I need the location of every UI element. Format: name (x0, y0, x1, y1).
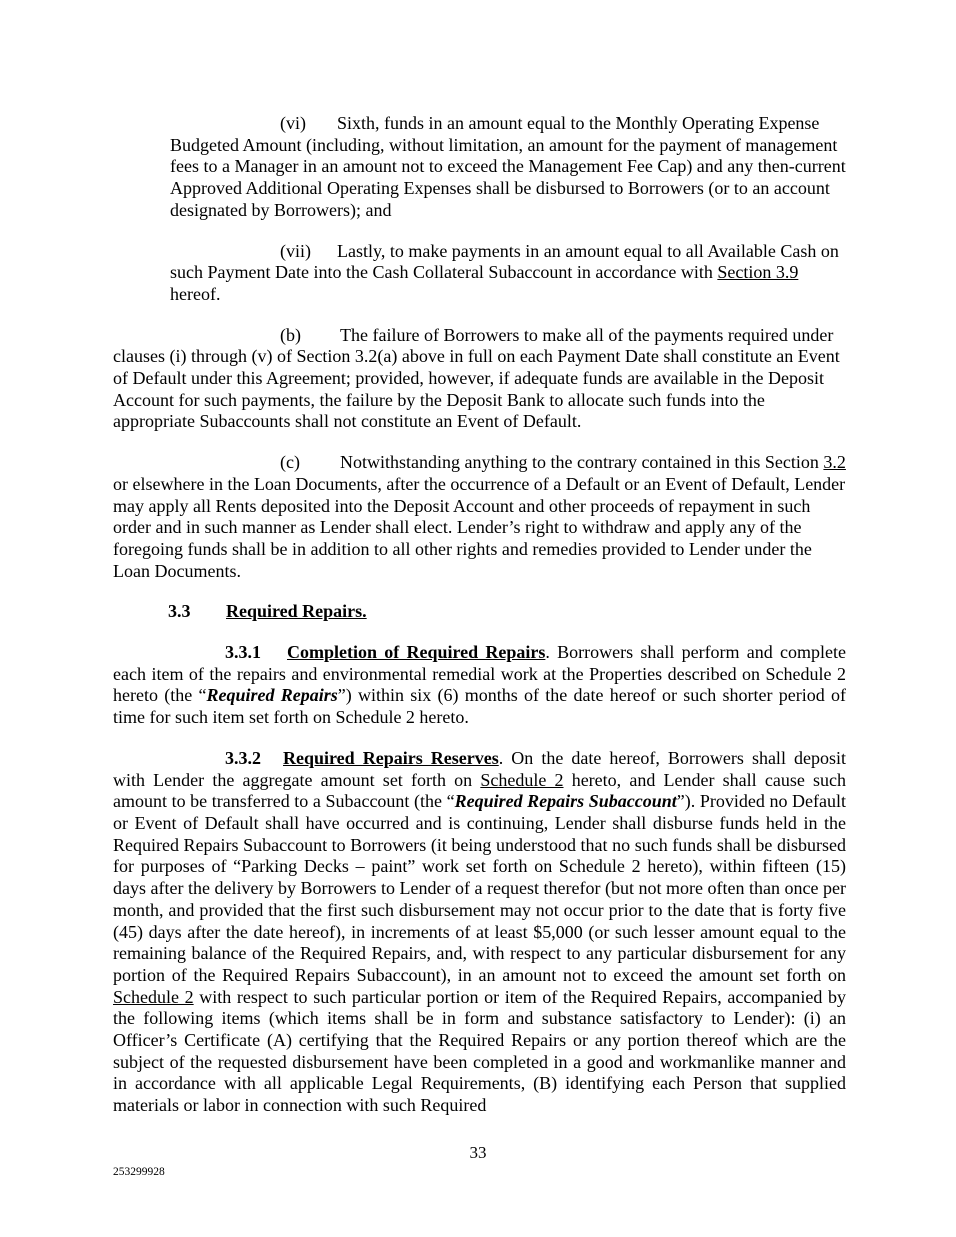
clause-vii-text-1: Lastly, to make payments in an amount equal to all Available Cash on such Payment Date into the Cash Collateral Subaccount in accordance with (170, 240, 839, 283)
paragraph-3-3-2 (113, 748, 846, 1117)
section-3-3-2-text-4: with respect to such particular portion or item of the Required Repairs, accompanied by the following items (which items shall be in form and substance satisfactory to Lender): (i) an Officer’s Certificate (A) certifying that the Required Repairs or any portion thereof which are the subject of the requested disbursement have been completed in a good and workmanlike manner and in accordance with all applicable Legal Requirements, (B) identifying each Person that supplied materials or labor in connection with such Required (113, 986, 846, 1116)
paragraph-c-label: (c) (280, 452, 300, 473)
section-3-3-2-text-3: ”). Provided no Default or Event of Default shall have occurred and is continuing, Lender shall disburse funds held in the Required Repairs Subaccount to Borrowers (it being understood that no such funds shall be disbursed for purposes of “Parking Decks – paint” work set forth on Schedule 2 hereto), within fifteen (15) days after the delivery by Borrowers to Lender of a request therefor (but not more often than once per month, and provided that the first such disbursement may not occur prior to the date that is forty five (45) days after the date hereof), in increments of at least $5,000 (or such lesser amount equal to the remaining balance of the Required Repairs, and, with respect to any particular disbursement for any portion of the Required Repairs Subaccount), in an amount not to exceed the amount set forth on (113, 791, 847, 985)
paragraph-b-text: The failure of Borrowers to make all of the payments required under clauses (i) through (v) of Section 3.2(a) above in full on each Payment Date shall constitute an Event of Default under this Agreement; provided, however, if adequate funds are available in the Deposit Account for such payments, the failure by the Deposit Bank to allocate such funds into the appropriate Subaccounts shall not constitute an Event of Default. (113, 324, 840, 432)
clause-vii-text-2: hereof. (170, 283, 221, 304)
section-3-9-reference: Section 3.9 (717, 262, 799, 283)
section-3-3-2-text-1: . On the date hereof, Borrowers shall deposit with Lender the aggregate amount set forth on (113, 747, 846, 790)
paragraph-b-label: (b) (280, 324, 301, 345)
doc-id-number: 253299928 (113, 1166, 165, 1178)
schedule-2-reference-1: Schedule 2 (480, 769, 564, 790)
paragraph-c (113, 452, 846, 582)
page-number: 33 (469, 1143, 487, 1162)
section-3-3-1-text-2: ”) within six (6) months of the date hereof or such shorter period of time for such item set forth on Schedule 2 hereto. (113, 685, 846, 728)
paragraph-c-text-1: Notwithstanding anything to the contrary contained in this Section (340, 452, 824, 473)
paragraph-vii (170, 241, 846, 306)
paragraph-b (113, 325, 846, 434)
defined-term-required-repairs-subaccount: Required Repairs Subaccount (454, 791, 677, 812)
defined-term-required-repairs: Required Repairs (206, 685, 338, 706)
paragraph-vi (170, 113, 846, 222)
paragraph-c-text-2: or elsewhere in the Loan Documents, after the occurrence of a Default or an Event of Default, Lender may apply all Rents deposited into the Deposit Account and other proceeds of repayment in such order and in such manner as Lender shall elect. Lender’s right to withdraw and apply any of the foregoing funds shall be in addition to all other rights and remedies provided to Lender under the Loan Documents. (113, 473, 846, 581)
paragraph-3-3-1 (113, 642, 846, 729)
document-body (113, 113, 846, 1136)
section-3-3-1-heading: Completion of Required Repairs (287, 642, 546, 663)
section-3-3-1-text-1: . Borrowers shall perform and complete each item of the repairs and environmental remedial work at the Properties described on Schedule 2 hereto (the “ (113, 642, 846, 706)
section-3-3-heading (168, 601, 846, 623)
section-3-3-number: 3.3 (168, 601, 191, 622)
section-3-3-2-heading: Required Repairs Reserves (283, 747, 499, 768)
section-3-2-reference: 3.2 (823, 452, 846, 473)
clause-vii-label: (vii) (280, 240, 311, 261)
schedule-2-reference-2: Schedule 2 (113, 986, 194, 1007)
section-3-3-title: Required Repairs. (226, 601, 367, 622)
section-3-3-2-number: 3.3.2 (225, 747, 261, 768)
clause-vi-label: (vi) (280, 113, 306, 133)
section-3-3-2-text-2: hereto, and Lender shall cause such amount to be transferred to a Subaccount (the “ (113, 769, 846, 812)
clause-vi-text: Sixth, funds in an amount equal to the Monthly Operating Expense Budgeted Amount (including, without limitation, an amount for the payment of management fees to a Manager in an amount not to exceed the Management Fee Cap) and any then-current Approved Additional Operating Expenses shall be disbursed to Borrowers (or to an account designated by Borrowers); and (170, 113, 846, 220)
section-3-3-1-number: 3.3.1 (225, 642, 261, 663)
